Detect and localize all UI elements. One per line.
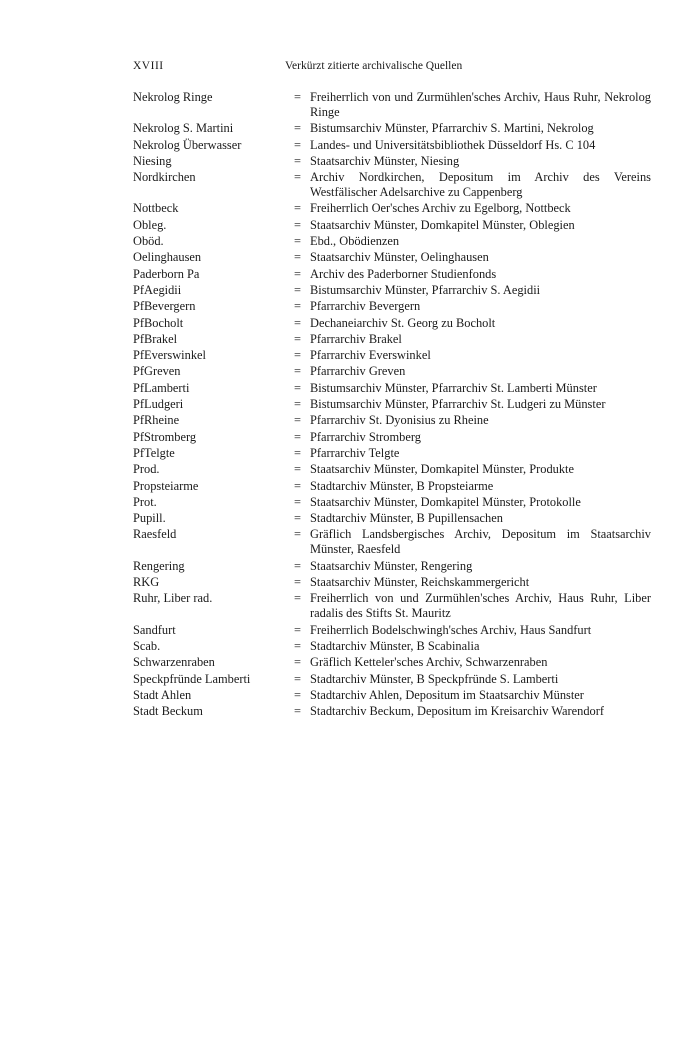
equals-sign: = bbox=[294, 90, 301, 104]
abbreviation-description: Staatsarchiv Münster, Domkapitel Münster, Produkte bbox=[310, 462, 574, 477]
abbreviation-description: Dechaneiarchiv St. Georg zu Bocholt bbox=[310, 315, 496, 330]
abbreviation-description: Bistumsarchiv Münster, Pfarrarchiv St. Ludgeri zu Münster bbox=[310, 397, 606, 412]
equals-sign: = bbox=[294, 671, 301, 686]
abbreviation-description: Gräflich Landsbergisches Archiv, Depositum im Staatsarchiv Münster, Raesfeld bbox=[310, 527, 651, 557]
equals-sign: = bbox=[294, 494, 301, 509]
equals-sign: = bbox=[294, 591, 301, 606]
abbreviation-description: Stadtarchiv Münster, B Pupillensachen bbox=[310, 511, 503, 526]
abbreviation-term: Oelinghausen bbox=[133, 250, 202, 265]
equals-sign: = bbox=[294, 364, 301, 379]
abbreviation-description: Staatsarchiv Münster, Domkapitel Münster, Protokolle bbox=[310, 494, 581, 509]
abbreviation-entry bbox=[133, 527, 651, 557]
equals-sign: = bbox=[294, 137, 301, 152]
abbreviation-entry bbox=[133, 348, 651, 363]
abbreviation-description: Staatsarchiv Münster, Rengering bbox=[310, 558, 473, 573]
abbreviation-term: PfBocholt bbox=[133, 315, 184, 330]
abbreviation-entry bbox=[133, 267, 651, 282]
equals-sign: = bbox=[294, 299, 301, 314]
abbreviation-description: Landes- und Universitätsbibliothek Düsseldorf Hs. C 104 bbox=[310, 137, 596, 152]
abbreviation-description: Pfarrarchiv Everswinkel bbox=[310, 348, 431, 363]
abbreviation-term: PfGreven bbox=[133, 364, 181, 379]
running-title: Verkürzt zitierte archivalische Quellen bbox=[285, 60, 463, 72]
abbreviation-entry bbox=[133, 672, 651, 687]
abbreviation-term: RKG bbox=[133, 575, 160, 590]
abbreviation-entry bbox=[133, 704, 651, 719]
equals-sign: = bbox=[294, 445, 301, 460]
abbreviation-entry bbox=[133, 688, 651, 703]
abbreviation-entry bbox=[133, 511, 651, 526]
equals-sign: = bbox=[294, 655, 301, 670]
abbreviation-term: PfBrakel bbox=[133, 331, 178, 346]
abbreviation-term: Nottbeck bbox=[133, 201, 179, 216]
abbreviation-description: Stadtarchiv Münster, B Speckpfründe S. Lamberti bbox=[310, 671, 559, 686]
abbreviation-term: Prod. bbox=[133, 462, 160, 477]
abbreviation-term: Schwarzenraben bbox=[133, 655, 215, 670]
abbreviation-term: Nordkirchen bbox=[133, 170, 196, 185]
abbreviation-term: Oböd. bbox=[133, 234, 164, 249]
abbreviation-entry bbox=[133, 413, 651, 428]
abbreviation-entry bbox=[133, 381, 651, 396]
equals-sign: = bbox=[294, 511, 301, 526]
abbreviation-description: Freiherrlich von und Zurmühlen'sches Archiv, Haus Ruhr, Liber radalis des Stifts St. Mauritz bbox=[310, 591, 651, 621]
abbreviation-description: Staatsarchiv Münster, Oelinghausen bbox=[310, 250, 489, 265]
abbreviation-description: Bistumsarchiv Münster, Pfarrarchiv S. Martini, Nekrolog bbox=[310, 121, 594, 136]
equals-sign: = bbox=[294, 331, 301, 346]
abbreviation-description: Freiherrlich von und Zurmühlen'sches Archiv, Haus Ruhr, Nekrolog Ringe bbox=[310, 90, 651, 119]
abbreviation-entry bbox=[133, 90, 651, 120]
abbreviation-term: PfLudgeri bbox=[133, 397, 184, 412]
abbreviation-entry bbox=[133, 559, 651, 574]
abbreviation-term: Ruhr, Liber rad. bbox=[133, 591, 213, 606]
abbreviation-description: Pfarrarchiv Greven bbox=[310, 364, 406, 379]
abbreviation-entry bbox=[133, 591, 651, 621]
equals-sign: = bbox=[294, 704, 301, 719]
abbreviation-entry bbox=[133, 430, 651, 445]
equals-sign: = bbox=[294, 413, 301, 428]
abbreviation-description: Pfarrarchiv Stromberg bbox=[310, 429, 421, 444]
abbreviation-term: Stadt Beckum bbox=[133, 704, 203, 719]
equals-sign: = bbox=[294, 558, 301, 573]
abbreviation-entry bbox=[133, 316, 651, 331]
abbreviation-entry bbox=[133, 446, 651, 461]
abbreviation-term: Stadt Ahlen bbox=[133, 687, 192, 702]
abbreviation-description: Staatsarchiv Münster, Domkapitel Münster, Oblegien bbox=[310, 217, 575, 232]
abbreviation-term: Nekrolog Ringe bbox=[133, 90, 213, 104]
abbreviation-description: Staatsarchiv Münster, Niesing bbox=[310, 153, 460, 168]
abbreviation-entry bbox=[133, 234, 651, 249]
equals-sign: = bbox=[294, 266, 301, 281]
abbreviation-description: Pfarrarchiv Telgte bbox=[310, 445, 400, 460]
abbreviation-description: Gräflich Ketteler'sches Archiv, Schwarzenraben bbox=[310, 655, 548, 670]
abbreviation-description: Pfarrarchiv Brakel bbox=[310, 331, 402, 346]
abbreviation-term: Rengering bbox=[133, 558, 185, 573]
abbreviation-description: Staatsarchiv Münster, Reichskammergericht bbox=[310, 575, 530, 590]
abbreviation-description: Pfarrarchiv St. Dyonisius zu Rheine bbox=[310, 413, 489, 428]
abbreviation-description: Stadtarchiv Münster, B Propsteiarme bbox=[310, 478, 494, 493]
equals-sign: = bbox=[294, 380, 301, 395]
equals-sign: = bbox=[294, 622, 301, 637]
equals-sign: = bbox=[294, 282, 301, 297]
abbreviation-term: PfRheine bbox=[133, 413, 180, 428]
abbreviation-description: Stadtarchiv Ahlen, Depositum im Staatsarchiv Münster bbox=[310, 687, 584, 702]
abbreviation-entry bbox=[133, 250, 651, 265]
abbreviation-entry bbox=[133, 121, 651, 136]
equals-sign: = bbox=[294, 315, 301, 330]
equals-sign: = bbox=[294, 153, 301, 168]
abbreviation-entry bbox=[133, 655, 651, 670]
equals-sign: = bbox=[294, 462, 301, 477]
page-number: XVIII bbox=[133, 60, 164, 72]
equals-sign: = bbox=[294, 217, 301, 232]
abbreviation-term: Speckpfründe Lamberti bbox=[133, 671, 251, 686]
abbreviation-entry bbox=[133, 218, 651, 233]
equals-sign: = bbox=[294, 429, 301, 444]
abbreviation-entry bbox=[133, 479, 651, 494]
equals-sign: = bbox=[294, 575, 301, 590]
abbreviation-term: Sandfurt bbox=[133, 622, 176, 637]
abbreviation-term: PfStromberg bbox=[133, 429, 197, 444]
page-header bbox=[133, 60, 648, 76]
abbreviation-list bbox=[133, 90, 651, 720]
equals-sign: = bbox=[294, 121, 301, 136]
abbreviation-description: Archiv Nordkirchen, Depositum im Archiv des Vereins Westfälischer Adelsarchive zu Cappenberg bbox=[310, 170, 651, 200]
equals-sign: = bbox=[294, 234, 301, 249]
abbreviation-term: PfEverswinkel bbox=[133, 348, 206, 363]
abbreviation-entry bbox=[133, 364, 651, 379]
abbreviation-term: PfTelgte bbox=[133, 445, 175, 460]
abbreviation-entry bbox=[133, 462, 651, 477]
equals-sign: = bbox=[294, 397, 301, 412]
equals-sign: = bbox=[294, 638, 301, 653]
abbreviation-entry bbox=[133, 170, 651, 200]
abbreviation-entry bbox=[133, 575, 651, 590]
abbreviation-description: Freiherrlich Bodelschwingh'sches Archiv, Haus Sandfurt bbox=[310, 622, 592, 637]
abbreviation-term: PfBevergern bbox=[133, 299, 196, 314]
abbreviation-entry bbox=[133, 138, 651, 153]
abbreviation-term: Nekrolog S. Martini bbox=[133, 121, 234, 136]
abbreviation-description: Ebd., Obödienzen bbox=[310, 234, 400, 249]
equals-sign: = bbox=[294, 250, 301, 265]
abbreviation-description: Bistumsarchiv Münster, Pfarrarchiv S. Aegidii bbox=[310, 282, 541, 297]
abbreviation-term: Paderborn Pa bbox=[133, 266, 200, 281]
abbreviation-description: Bistumsarchiv Münster, Pfarrarchiv St. Lamberti Münster bbox=[310, 380, 597, 395]
equals-sign: = bbox=[294, 527, 301, 542]
abbreviation-entry bbox=[133, 495, 651, 510]
abbreviation-description: Freiherrlich Oer'sches Archiv zu Egelborg, Nottbeck bbox=[310, 201, 571, 216]
abbreviation-entry bbox=[133, 154, 651, 169]
equals-sign: = bbox=[294, 687, 301, 702]
abbreviation-term: Prot. bbox=[133, 494, 157, 509]
abbreviation-entry bbox=[133, 332, 651, 347]
abbreviation-term: Propsteiarme bbox=[133, 478, 199, 493]
abbreviation-term: Obleg. bbox=[133, 217, 167, 232]
abbreviation-term: PfLamberti bbox=[133, 380, 190, 395]
abbreviation-description: Stadtarchiv Beckum, Depositum im Kreisarchiv Warendorf bbox=[310, 704, 605, 719]
abbreviation-entry bbox=[133, 397, 651, 412]
abbreviation-term: Pupill. bbox=[133, 511, 166, 526]
abbreviation-description: Archiv des Paderborner Studienfonds bbox=[310, 266, 497, 281]
abbreviation-entry bbox=[133, 201, 651, 216]
equals-sign: = bbox=[294, 170, 301, 185]
abbreviation-entry bbox=[133, 623, 651, 638]
abbreviation-term: Scab. bbox=[133, 638, 161, 653]
equals-sign: = bbox=[294, 201, 301, 216]
abbreviation-entry bbox=[133, 299, 651, 314]
abbreviation-entry bbox=[133, 639, 651, 654]
abbreviation-term: Raesfeld bbox=[133, 527, 177, 542]
equals-sign: = bbox=[294, 478, 301, 493]
abbreviation-term: Niesing bbox=[133, 153, 172, 168]
abbreviation-entry bbox=[133, 283, 651, 298]
abbreviation-description: Pfarrarchiv Bevergern bbox=[310, 299, 421, 314]
equals-sign: = bbox=[294, 348, 301, 363]
abbreviation-term: PfAegidii bbox=[133, 282, 182, 297]
abbreviation-description: Stadtarchiv Münster, B Scabinalia bbox=[310, 638, 480, 653]
abbreviation-term: Nekrolog Überwasser bbox=[133, 137, 242, 152]
